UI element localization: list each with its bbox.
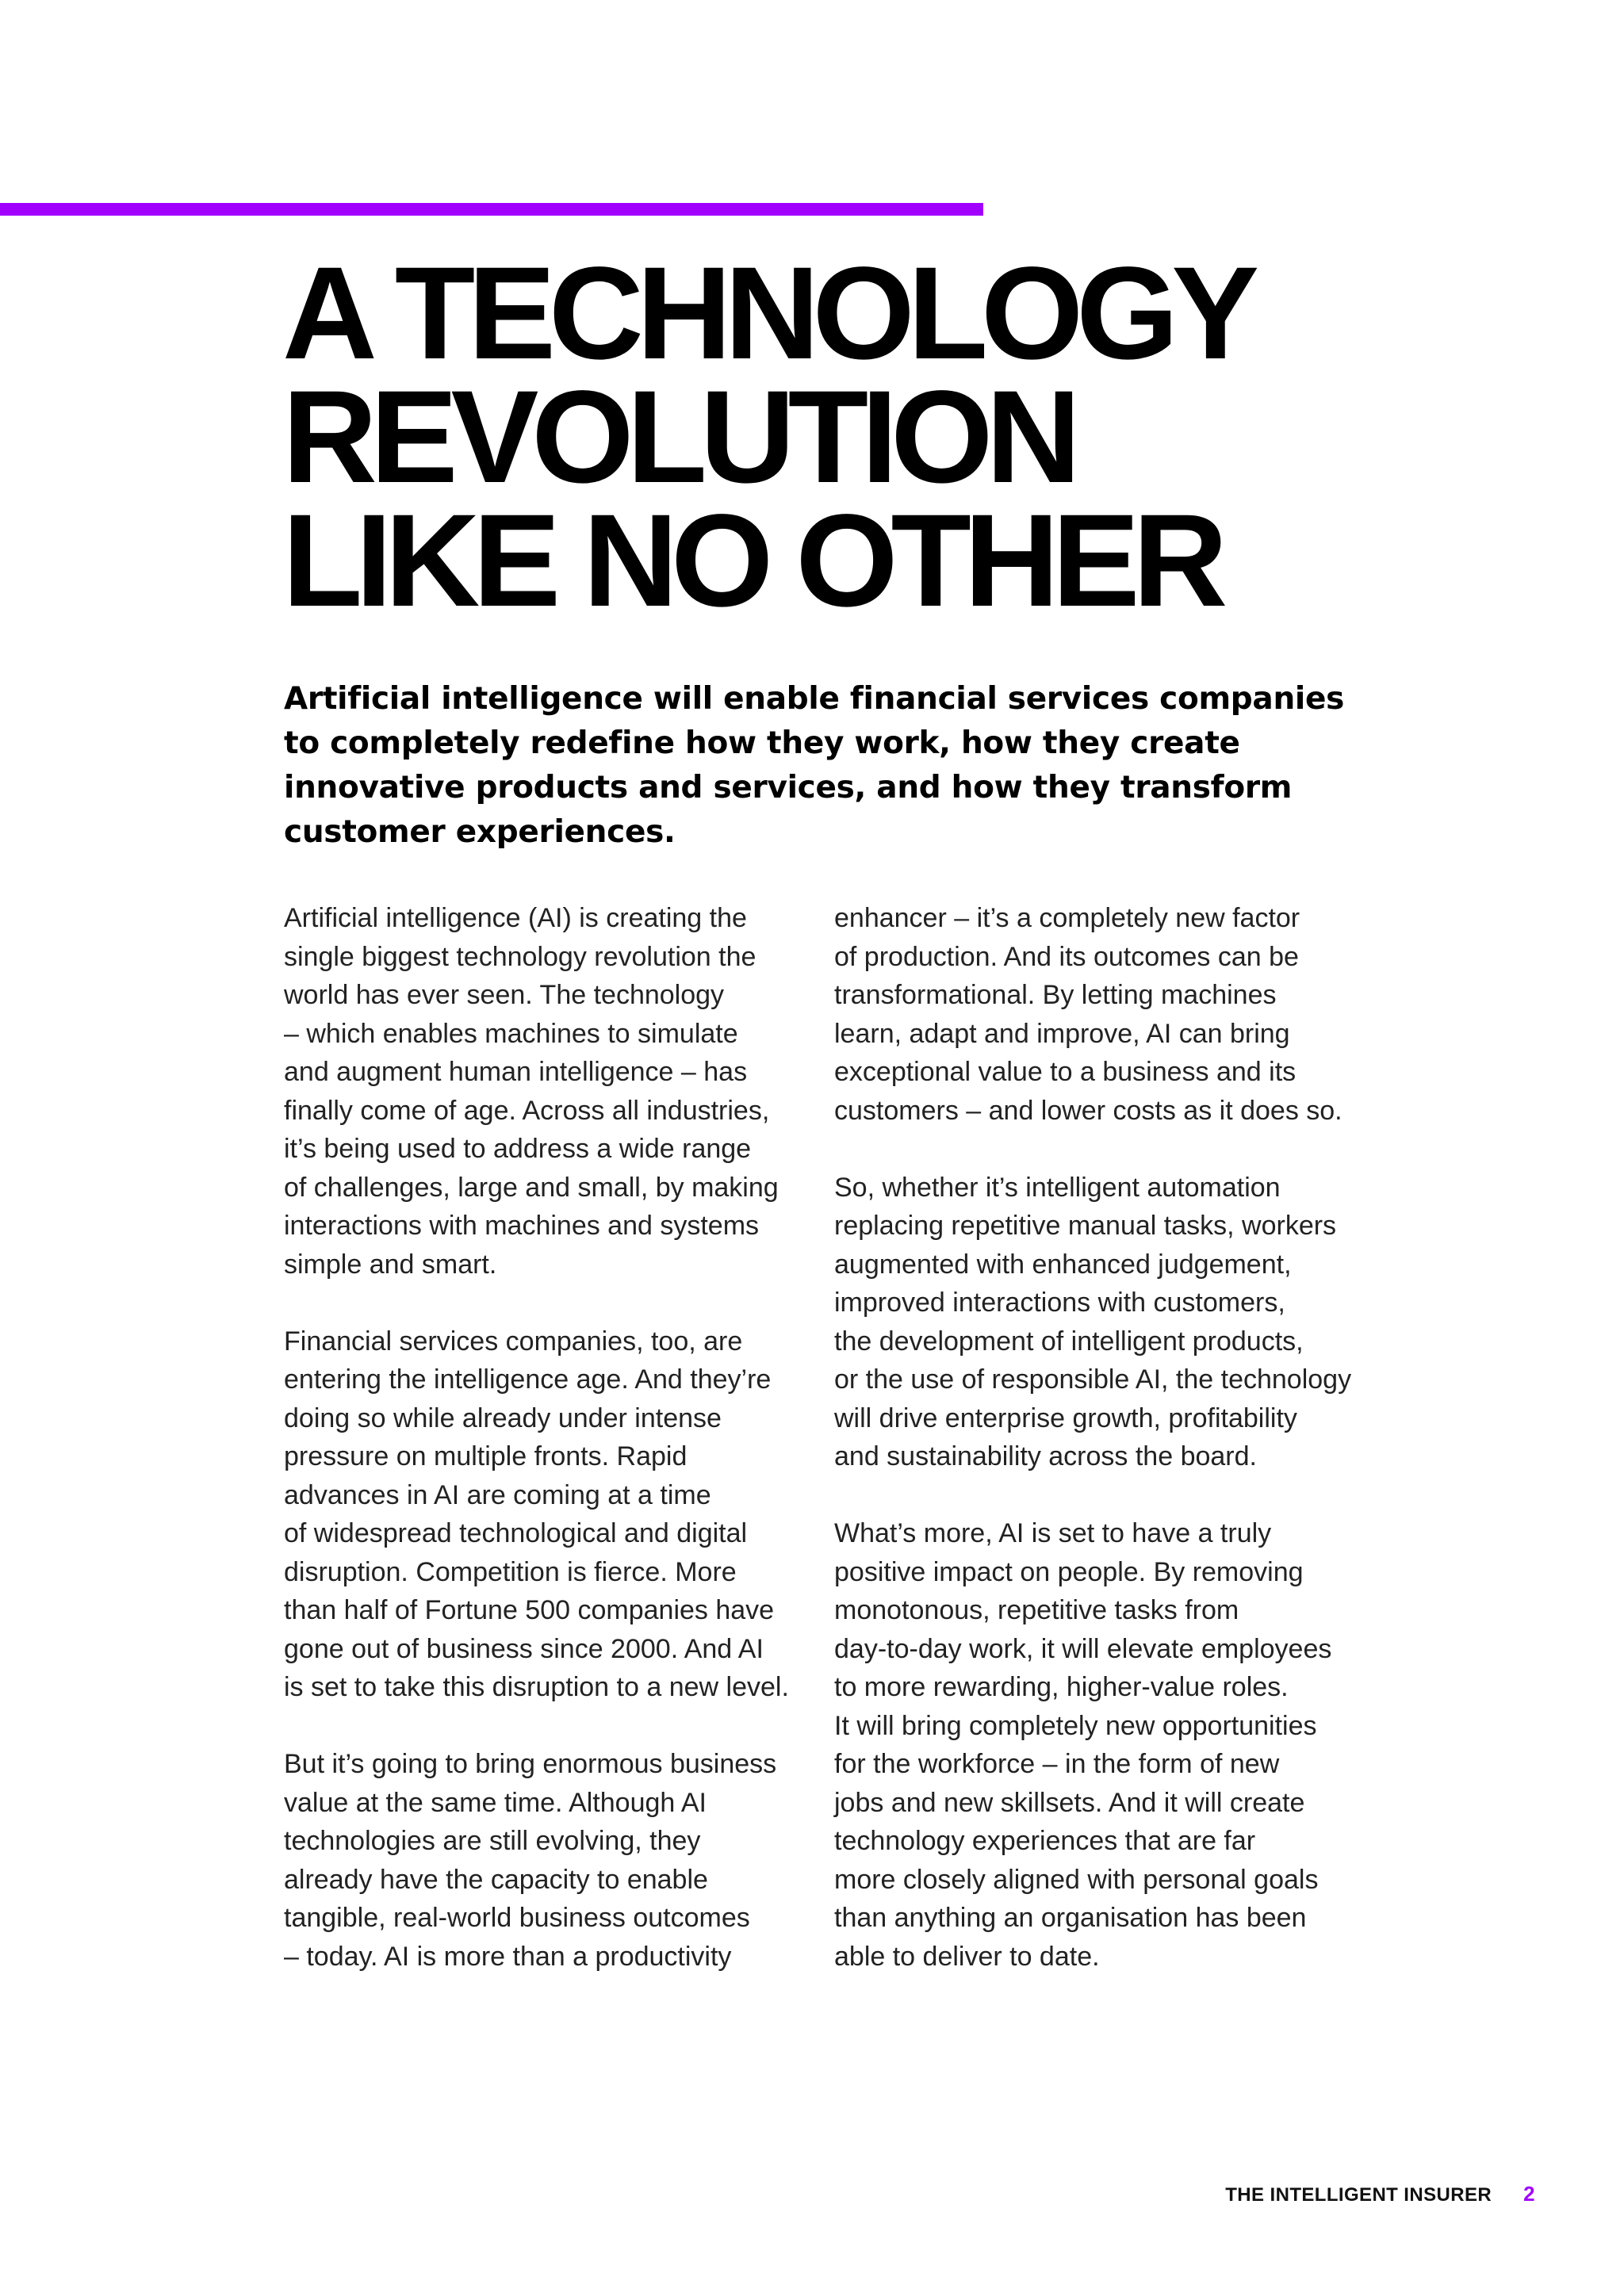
body-paragraph bbox=[834, 899, 1358, 1130]
text-line: day-to-day work, it will elevate employees bbox=[834, 1633, 1332, 1664]
text-line: or the use of responsible AI, the technology bbox=[834, 1364, 1352, 1395]
body-paragraph bbox=[284, 1322, 807, 1707]
text-line: customers – and lower costs as it does so. bbox=[834, 1095, 1342, 1126]
intro-paragraph: Artificial intelligence will enable financial services companies to completely redefine how they work, how they create innovative products and services, and how they transform customer experiences. bbox=[284, 681, 1345, 850]
text-line: doing so while already under intense bbox=[284, 1402, 722, 1433]
text-line: it’s being used to address a wide range bbox=[284, 1134, 752, 1164]
text-line: advances in AI are coming at a time bbox=[284, 1479, 711, 1510]
text-line: able to deliver to date. bbox=[834, 1941, 1100, 1972]
text-line: finally come of age. Across all industries, bbox=[284, 1095, 770, 1126]
text-line: technology experiences that are far bbox=[834, 1826, 1256, 1856]
text-line: is set to take this disruption to a new level. bbox=[284, 1672, 789, 1702]
headline-line: A TECHNOLOGY bbox=[282, 240, 1253, 387]
text-line: value at the same time. Although AI bbox=[284, 1787, 707, 1818]
text-line: entering the intelligence age. And they’re bbox=[284, 1364, 772, 1395]
body-paragraph bbox=[834, 1514, 1358, 1976]
text-line: tangible, real-world business outcomes bbox=[284, 1903, 750, 1933]
text-line: exceptional value to a business and its bbox=[834, 1057, 1297, 1087]
text-line: Financial services companies, too, are bbox=[284, 1326, 743, 1357]
text-line: and augment human intelligence – has bbox=[284, 1057, 748, 1087]
text-line: – today. AI is more than a productivity bbox=[284, 1941, 732, 1972]
text-line: improved interactions with customers, bbox=[834, 1288, 1285, 1318]
headline-line: LIKE NO OTHER bbox=[282, 488, 1221, 634]
text-line: learn, adapt and improve, AI can bring bbox=[834, 1018, 1290, 1049]
text-line: monotonous, repetitive tasks from bbox=[834, 1595, 1239, 1625]
text-line: more closely aligned with personal goals bbox=[834, 1864, 1319, 1895]
left-column bbox=[284, 899, 807, 2015]
page-number: 2 bbox=[1523, 2182, 1535, 2206]
text-line: already have the capacity to enable bbox=[284, 1864, 708, 1895]
text-line: But it’s going to bring enormous business bbox=[284, 1749, 777, 1779]
body-paragraph bbox=[834, 1169, 1358, 1476]
text-line: So, whether it’s intelligent automation bbox=[834, 1172, 1281, 1203]
text-line: the development of intelligent products, bbox=[834, 1326, 1304, 1357]
text-line: of challenges, large and small, by making bbox=[284, 1172, 779, 1203]
text-line: augmented with enhanced judgement, bbox=[834, 1249, 1292, 1280]
text-line: enhancer – it’s a completely new factor bbox=[834, 903, 1300, 933]
text-line: than half of Fortune 500 companies have bbox=[284, 1595, 775, 1625]
text-line: transformational. By letting machines bbox=[834, 980, 1277, 1010]
text-line: jobs and new skillsets. And it will create bbox=[834, 1787, 1305, 1818]
right-column bbox=[834, 899, 1358, 2015]
text-line: It will bring completely new opportunities bbox=[834, 1710, 1317, 1741]
publication-title: THE INTELLIGENT INSURER bbox=[1225, 2184, 1492, 2206]
text-line: than anything an organisation has been bbox=[834, 1903, 1307, 1933]
text-line: Artificial intelligence (AI) is creating the bbox=[284, 903, 747, 933]
accent-bar bbox=[0, 203, 983, 216]
text-line: replacing repetitive manual tasks, workers bbox=[834, 1211, 1337, 1241]
text-line: simple and smart. bbox=[284, 1249, 497, 1280]
text-line: – which enables machines to simulate bbox=[284, 1018, 738, 1049]
text-line: single biggest technology revolution the bbox=[284, 941, 756, 972]
text-line: to more rewarding, higher-value roles. bbox=[834, 1672, 1289, 1702]
text-line: positive impact on people. By removing bbox=[834, 1556, 1304, 1587]
page-footer bbox=[1225, 2182, 1535, 2206]
text-line: gone out of business since 2000. And AI bbox=[284, 1633, 764, 1664]
text-line: of widespread technological and digital bbox=[284, 1518, 748, 1548]
body-paragraph bbox=[284, 899, 807, 1284]
text-line: interactions with machines and systems bbox=[284, 1211, 760, 1241]
text-line: of production. And its outcomes can be bbox=[834, 941, 1299, 972]
text-line: and sustainability across the board. bbox=[834, 1441, 1257, 1471]
text-line: will drive enterprise growth, profitability bbox=[834, 1402, 1297, 1433]
body-paragraph bbox=[284, 1745, 807, 1976]
page-headline bbox=[282, 240, 1253, 634]
text-line: world has ever seen. The technology bbox=[284, 980, 725, 1010]
text-line: for the workforce – in the form of new bbox=[834, 1749, 1280, 1779]
text-line: pressure on multiple fronts. Rapid bbox=[284, 1441, 688, 1471]
text-line: What’s more, AI is set to have a truly bbox=[834, 1518, 1272, 1548]
text-line: technologies are still evolving, they bbox=[284, 1826, 701, 1856]
text-line: disruption. Competition is fierce. More bbox=[284, 1556, 737, 1587]
headline-line: REVOLUTION bbox=[282, 364, 1074, 511]
